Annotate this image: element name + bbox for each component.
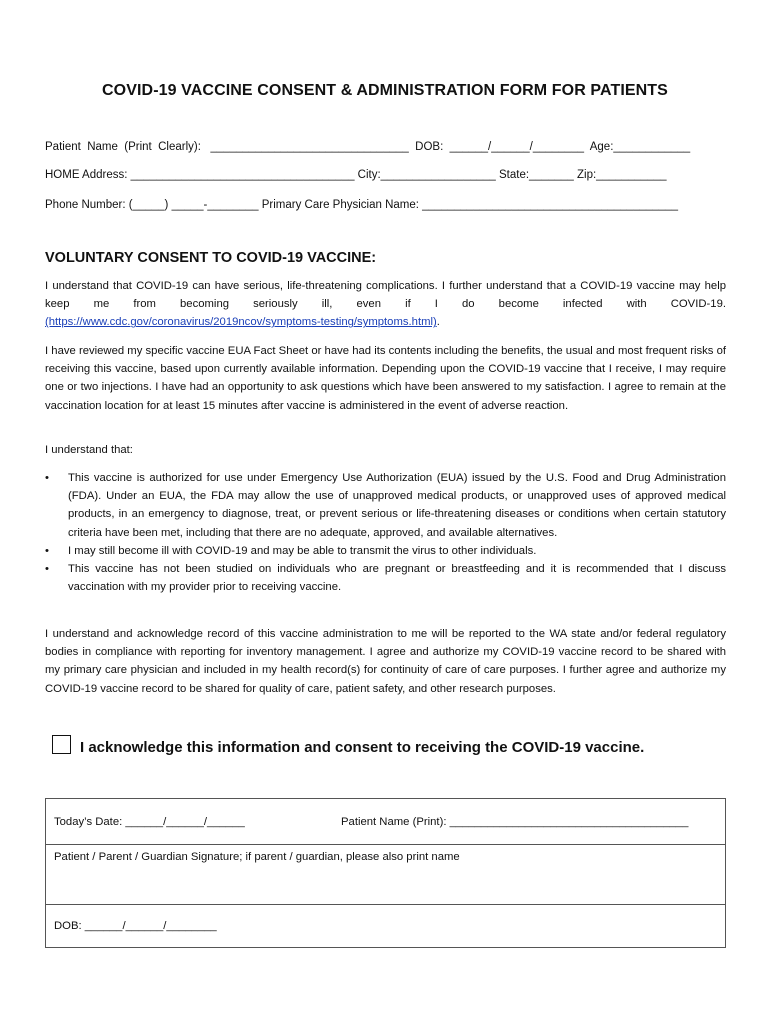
list-item [45, 560, 726, 596]
bullet-icon: • [45, 544, 49, 557]
todays-date-field[interactable]: Today’s Date: ______/______/______ [54, 816, 245, 828]
understand-intro: I understand that: [45, 444, 133, 456]
list-item [45, 542, 726, 560]
list-item-text: I may still become ill with COVID-19 and may be able to transmit the virus to other individuals. [68, 544, 537, 557]
acknowledgement-checkbox[interactable] [52, 735, 71, 754]
consent-paragraph-2: I have reviewed my specific vaccine EUA Fact Sheet or have had its contents including the benefits, the usual and most frequent risks of receiving this vaccine, based upon currently available information. Depending upon the COVID-19 vaccine that I receive, I may require one or two injections. I have had an opportunity to ask questions which have been answered to my satisfaction. I agree to remain at the vaccination location for at least 15 minutes after vaccine is administered in the event of adverse reaction. [45, 345, 726, 412]
list-item [45, 469, 726, 542]
patient-name-print-field[interactable]: Patient Name (Print): ______________________________________ [341, 816, 689, 828]
cdc-symptoms-link[interactable]: (https://www.cdc.gov/coronavirus/2019ncov/symptoms-testing/symptoms.html) [45, 316, 437, 329]
list-item-text: This vaccine has not been studied on individuals who are pregnant or breastfeeding and it is recommended that I discuss vaccination with my provider prior to receiving vaccine. [68, 563, 726, 594]
dob-field[interactable]: DOB: ______/______/________ [54, 920, 217, 932]
signature-label: Patient / Parent / Guardian Signature; if parent / guardian, please also print name [54, 851, 460, 863]
date-name-row [46, 799, 725, 845]
consent-heading: VOLUNTARY CONSENT TO COVID-19 VACCINE: [45, 250, 377, 266]
consent-paragraph-3: I understand and acknowledge record of this vaccine administration to me will be reported to the WA state and/or federal regulatory bodies in compliance with reporting for inventory management. I agree and authorize my COVID-19 vaccine record to be shared with my primary care physician and included in my health record(s) for continuity of care of care purposes. I further agree and authorize my COVID-19 vaccine record to be shared for quality of care, patient safety, and other research purposes. [45, 628, 726, 695]
signature-box [45, 798, 726, 948]
bullet-icon: • [45, 472, 49, 484]
signature-row[interactable] [46, 845, 725, 905]
understanding-list [45, 469, 726, 596]
patient-name-dob-age-line[interactable]: Patient Name (Print Clearly): _______________________________ DOB: ______/______/________ Age:____________ [45, 141, 691, 153]
acknowledgement-label: I acknowledge this information and consent to receiving the COVID-19 vaccine. [80, 739, 645, 756]
home-address-line[interactable]: HOME Address: ___________________________________ City:__________________ State:_______ Zip:___________ [45, 169, 667, 181]
paragraph-1-text: I understand that COVID-19 can have serious, life-threatening complications. I further understand that a COVID-19 vaccine may help keep me from becoming seriously ill, even if I do become infected with COVID-19. [45, 280, 726, 311]
phone-physician-line[interactable]: Phone Number: (_____) _____-________ Primary Care Physician Name: ________________________________________ [45, 199, 678, 211]
consent-paragraph-1 [45, 277, 726, 332]
paragraph-1-tail: . [436, 316, 440, 329]
bullet-icon: • [45, 563, 49, 576]
form-title: COVID-19 VACCINE CONSENT & ADMINISTRATION FORM FOR PATIENTS [102, 82, 668, 99]
list-item-text: This vaccine is authorized for use under Emergency Use Authorization (EUA) issued by the U.S. Food and Drug Administration (FDA). Under an EUA, the FDA may allow the use of unapproved medical products, or unapproved uses of approved medical products, in an emergency to diagnose, treat, or prevent serious or life-threatening diseases or conditions when certain statutory criteria have been met, including that there are no adequate, approved, and available alternatives. [68, 472, 726, 539]
acknowledgement-row [52, 733, 644, 756]
